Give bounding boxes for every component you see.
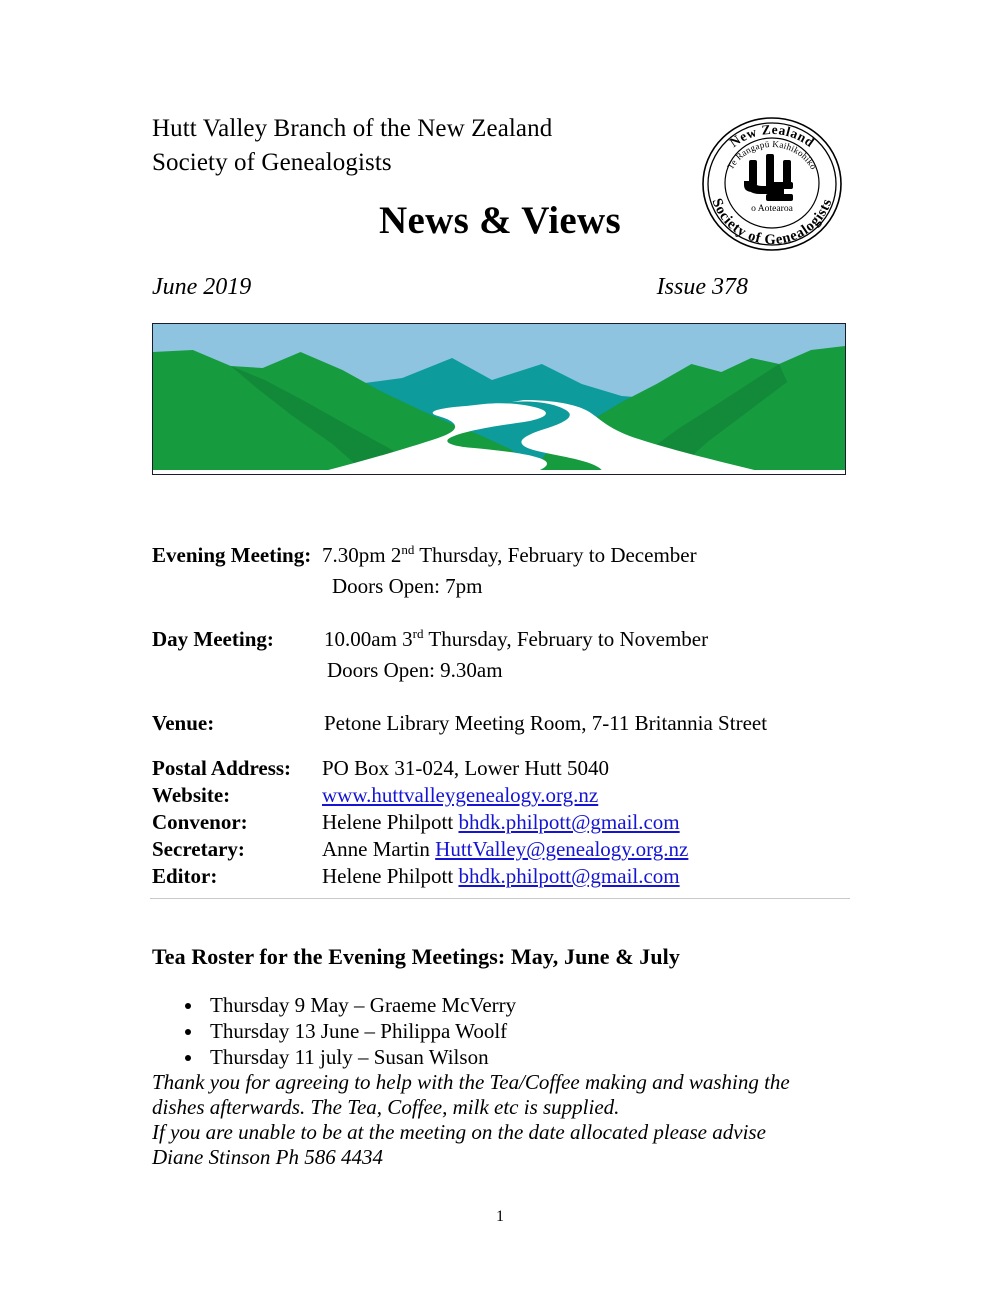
evening-ordinal-suffix: nd [401,542,415,557]
convenor-name: Helene Philpott [322,810,459,834]
svg-text:Te Rangapū Kaihikohiko: Te Rangapū Kaihikohiko [725,138,819,172]
postal-address-label: Postal Address: [152,756,292,780]
editor-label: Editor: [152,864,218,888]
meeting-information [152,540,872,890]
list-item: • Thursday 13 June – Philippa Woolf [204,1018,904,1044]
convenor-email-link[interactable]: bhdk.philpott@gmail.com [458,810,680,834]
evening-meeting-value: 7.30pm 2nd Thursday, February to December [322,542,697,567]
day-meeting-row [152,624,872,655]
note-line-4: Diane Stinson Ph 586 4434 [152,1145,383,1169]
convenor-row [152,809,872,836]
evening-doors-open: Doors Open: 7pm [332,574,483,598]
list-item: • Thursday 9 May – Graeme McVerry [204,992,904,1018]
editor-row [152,863,872,890]
venue-label: Venue: [152,711,215,735]
postal-address-value: PO Box 31-024, Lower Hutt 5040 [322,756,609,780]
issue-number: Issue 378 [656,274,748,300]
evening-meeting-row [152,540,872,571]
website-label: Website: [152,783,231,807]
tea-roster-list [152,992,904,1070]
secretary-name: Anne Martin [322,837,436,861]
secretary-row [152,836,872,863]
editor-email-link[interactable]: bhdk.philpott@gmail.com [458,864,680,888]
convenor-label: Convenor: [152,810,248,834]
secretary-email-link[interactable]: HuttValley@genealogy.org.nz [435,837,689,861]
evening-meeting-label: Evening Meeting: [152,543,312,567]
website-row [152,782,872,809]
organisation-line-2: Society of Genealogists [152,149,392,176]
svg-text:o Aotearoa: o Aotearoa [751,203,793,214]
note-line-1: Thank you for agreeing to help with the Tea/Coffee making and washing the [152,1070,790,1094]
day-ordinal-suffix: rd [412,626,424,641]
day-doors-open: Doors Open: 9.30am [327,658,503,682]
tea-roster-note [152,1070,852,1170]
svg-text:Society of Genealogists: Society of Genealogists [708,196,836,249]
day-meeting-label: Day Meeting: [152,627,274,651]
issue-line [152,274,748,301]
page-title: News & Views [379,199,621,242]
editor-name: Helene Philpott [322,864,459,888]
venue-row [152,708,872,739]
venue-value: Petone Library Meeting Room, 7-11 Britannia Street [324,711,768,735]
list-item: • Thursday 11 july – Susan Wilson [204,1044,904,1070]
secretary-label: Secretary: [152,837,245,861]
svg-text:New Zealand: New Zealand [726,121,818,151]
tea-roster-heading: Tea Roster for the Evening Meetings: May, June & July [152,944,680,969]
note-line-3: If you are unable to be at the meeting on the date allocated please advise [152,1120,766,1144]
organisation-line-1: Hutt Valley Branch of the New Zealand [152,115,553,142]
day-meeting-value: 10.00am 3rd Thursday, February to November [324,626,709,651]
masthead [152,112,672,180]
postal-address-row [152,755,872,782]
website-link[interactable]: www.huttvalleygenealogy.org.nz [322,783,599,807]
valley-river-landscape [152,323,846,475]
note-line-2: dishes afterwards. The Tea, Coffee, milk etc is supplied. [152,1095,620,1119]
issue-date: June 2019 [152,274,252,300]
section-divider [150,898,850,899]
contact-block [152,755,872,890]
page-number: 1 [496,1208,504,1225]
